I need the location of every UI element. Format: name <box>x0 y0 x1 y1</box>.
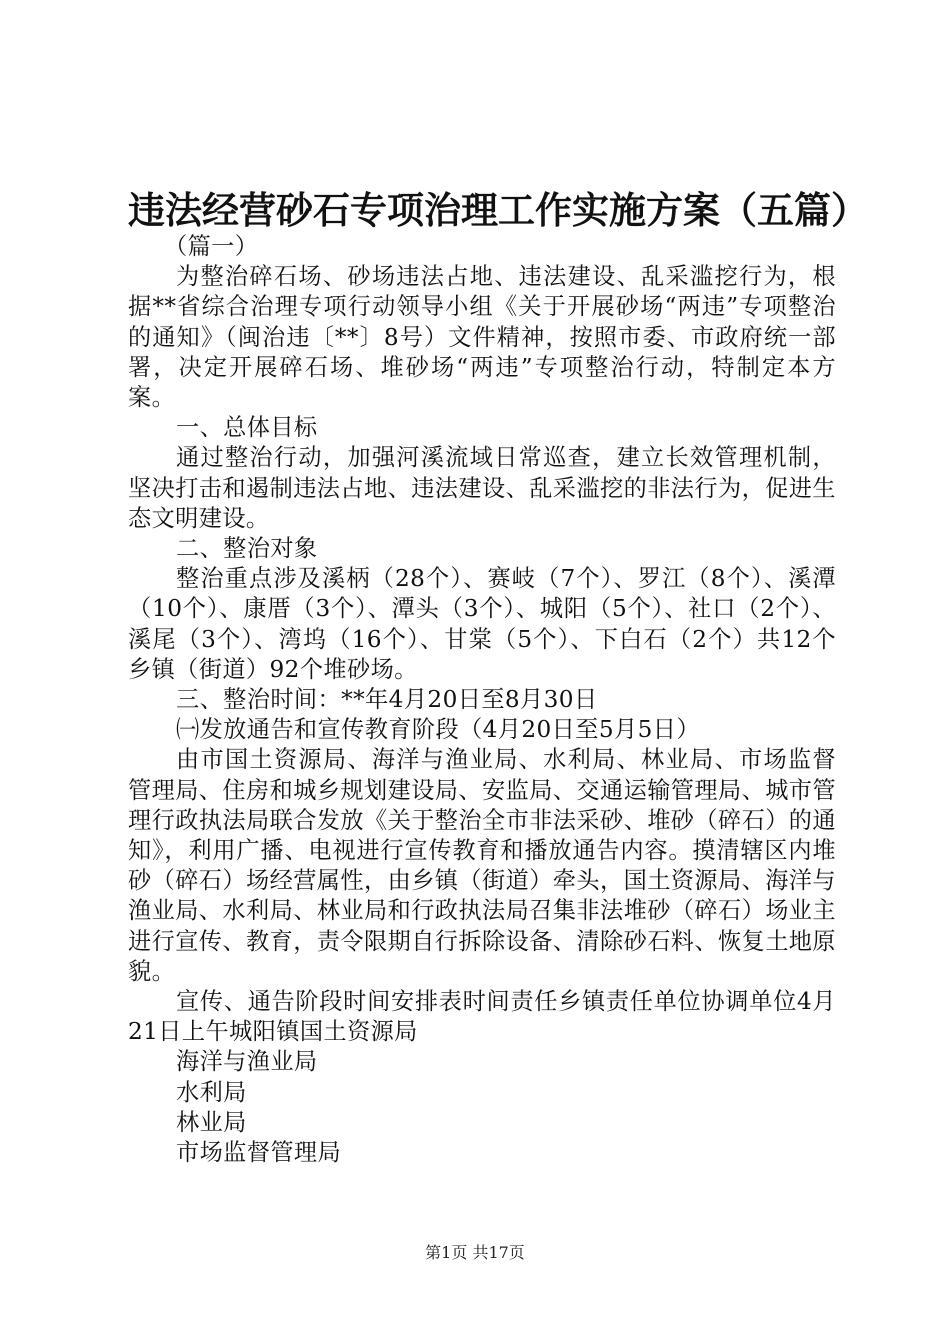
paragraph-goal: 通过整治行动，加强河溪流域日常巡查，建立长效管理机制，坚决打击和遏制违法占地、违法建设、乱采滥挖的非法行为，促进生态文明建设。 <box>128 444 836 532</box>
document-body <box>128 232 836 1168</box>
paragraph-intro: 为整治碎石场、砂场违法占地、违法建设、乱采滥挖行为，根据**省综合治理专项行动领导小组《关于开展砂场“两违”专项整治的通知》（闽治违〔**〕8号）文件精神，按照市委、市政府统一部署，决定开展碎石场、堆砂场“两违”专项整治行动，特制定本方案。 <box>128 263 836 412</box>
section-label: （篇一） <box>164 233 259 260</box>
list-item: 市场监督管理局 <box>176 1139 342 1167</box>
document-title: 违法经营砂石专项治理工作实施方案（五篇） <box>128 188 868 232</box>
list-item: 海洋与渔业局 <box>176 1048 318 1076</box>
page-footer: 第1页 共17页 <box>425 1243 525 1262</box>
paragraph-phase-one: 由市国土资源局、海洋与渔业局、水利局、林业局、市场监督管理局、住房和城乡规划建设局、安监局、交通运输管理局、城市管理行政执法局联合发放《关于整治全市非法采砂、堆砂（碎石）的通知》，利用广播、电视进行宣传教育和播放通告内容。摸清辖区内堆砂（碎石）场经营属性，由乡镇（街道）牵头，国土资源局、海洋与渔业局、水利局、林业局和行政执法局召集非法堆砂（碎石）场业主进行宣传、教育，责令限期自行拆除设备、清除砂石料、恢复土地原貌。 <box>128 746 836 985</box>
list-item: 水利局 <box>176 1078 247 1106</box>
paragraph-targets: 整治重点涉及溪柄（28个）、赛岐（7个）、罗江（8个）、溪潭（10个）、康厝（3个）、潭头（3个）、城阳（5个）、社口（2个）、溪尾（3个）、湾坞（16个）、甘棠（5个）、下白石（2个）共12个乡镇（街道）92个堆砂场。 <box>128 565 836 683</box>
subheading-phase-one: ㈠发放通告和宣传教育阶段（4月20日至5月5日） <box>176 716 700 744</box>
heading-schedule: 三、整治时间：**年4月20日至8月30日 <box>176 686 598 714</box>
heading-targets: 二、整治对象 <box>176 535 318 563</box>
paragraph-schedule-table: 宣传、通告阶段时间安排表时间责任乡镇责任单位协调单位4月21日上午城阳镇国土资源局 <box>128 988 836 1046</box>
heading-overall-goal: 一、总体目标 <box>176 414 318 442</box>
list-item: 林业局 <box>176 1108 247 1136</box>
